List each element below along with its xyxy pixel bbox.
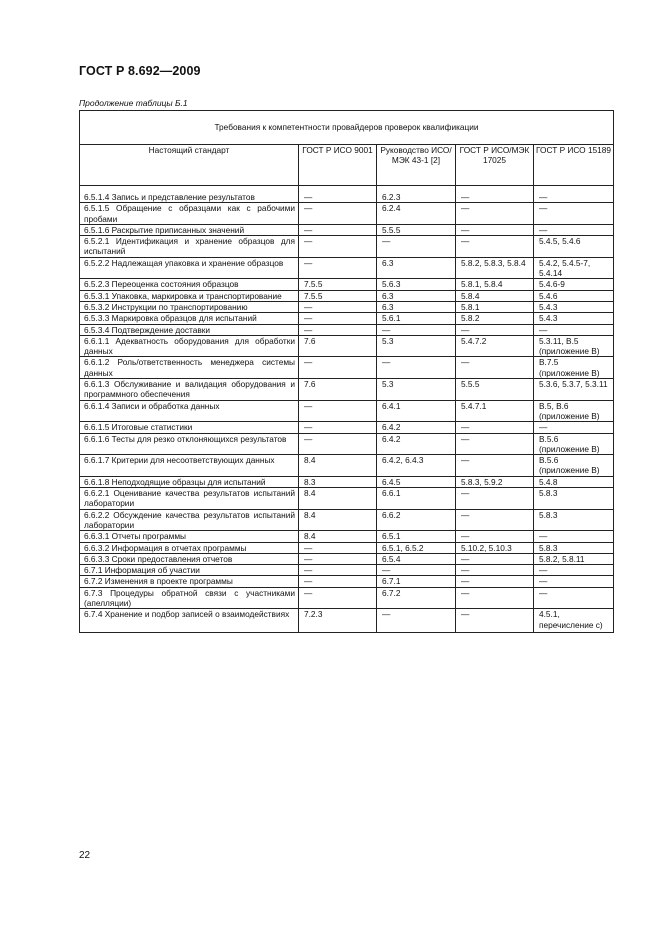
- column-header: ГОСТ Р ИСО 15189: [534, 145, 614, 186]
- reference-cell: —: [299, 203, 377, 225]
- reference-cell: —: [534, 203, 614, 225]
- reference-cell: 8.4: [299, 455, 377, 477]
- reference-cell: 5.6.1: [377, 313, 456, 324]
- reference-cell: В.7.5 (приложение В): [534, 357, 614, 379]
- reference-cell: 8.4: [299, 488, 377, 510]
- requirement-cell: 6.5.3.3 Маркировка образцов для испытаний: [80, 313, 299, 324]
- reference-cell: 5.8.2, 5.8.11: [534, 553, 614, 564]
- reference-cell: 6.6.2: [377, 509, 456, 531]
- reference-cell: —: [299, 587, 377, 609]
- reference-cell: 6.7.1: [377, 576, 456, 587]
- reference-cell: —: [534, 224, 614, 235]
- reference-cell: 5.3.6, 5.3.7, 5.3.11: [534, 379, 614, 401]
- reference-cell: 5.5.5: [377, 224, 456, 235]
- reference-cell: —: [456, 565, 534, 576]
- table-row: [80, 542, 614, 553]
- requirement-cell: 6.6.1.4 Записи и обработка данных: [80, 400, 299, 422]
- reference-cell: 6.4.2: [377, 422, 456, 433]
- reference-cell: 5.5.5: [456, 379, 534, 401]
- reference-cell: 5.4.6: [534, 290, 614, 301]
- reference-cell: —: [299, 257, 377, 279]
- table-row: [80, 576, 614, 587]
- reference-cell: 6.3: [377, 290, 456, 301]
- table-row: [80, 509, 614, 531]
- requirement-cell: 6.5.3.2 Инструкции по транспортированию: [80, 301, 299, 312]
- reference-cell: —: [456, 531, 534, 542]
- requirement-cell: 6.5.3.1 Упаковка, маркировка и транспортирование: [80, 290, 299, 301]
- reference-cell: 5.4.8: [534, 476, 614, 487]
- requirement-cell: 6.5.1.5 Обращение с образцами как с рабочими пробами: [80, 203, 299, 225]
- requirement-cell: 6.5.2.1 Идентификация и хранение образцов для испытаний: [80, 236, 299, 258]
- reference-cell: —: [456, 509, 534, 531]
- reference-cell: В.5.6 (приложение В): [534, 455, 614, 477]
- requirement-cell: 6.6.1.7 Критерии для несоответствующих данных: [80, 455, 299, 477]
- table-row: [80, 203, 614, 225]
- reference-cell: —: [377, 609, 456, 633]
- reference-cell: 7.6: [299, 335, 377, 357]
- reference-cell: —: [299, 186, 377, 203]
- requirements-table: [79, 110, 614, 633]
- reference-cell: 5.3: [377, 335, 456, 357]
- reference-cell: —: [456, 488, 534, 510]
- requirement-cell: 6.6.3.3 Сроки предоставления отчетов: [80, 553, 299, 564]
- reference-cell: —: [456, 422, 534, 433]
- requirement-cell: 6.6.2.1 Оценивание качества результатов испытаний лаборатории: [80, 488, 299, 510]
- reference-cell: —: [299, 422, 377, 433]
- reference-cell: —: [456, 224, 534, 235]
- requirement-cell: 6.6.1.1 Адекватность оборудования для обработки данных: [80, 335, 299, 357]
- requirement-cell: 6.5.2.2 Надлежащая упаковка и хранение образцов: [80, 257, 299, 279]
- reference-cell: —: [377, 565, 456, 576]
- reference-cell: 5.8.1, 5.8.4: [456, 279, 534, 290]
- reference-cell: —: [534, 576, 614, 587]
- reference-cell: 5.3.11, В.5 (приложение В): [534, 335, 614, 357]
- reference-cell: —: [456, 587, 534, 609]
- reference-cell: 5.4.3: [534, 301, 614, 312]
- table-row: [80, 553, 614, 564]
- reference-cell: 6.5.1: [377, 531, 456, 542]
- reference-cell: —: [456, 553, 534, 564]
- table-row: [80, 313, 614, 324]
- requirement-cell: 6.6.1.8 Неподходящие образцы для испытаний: [80, 476, 299, 487]
- reference-cell: 5.3: [377, 379, 456, 401]
- requirement-cell: 6.5.1.6 Раскрытие приписанных значений: [80, 224, 299, 235]
- requirement-cell: 6.7.1 Информация об участии: [80, 565, 299, 576]
- reference-cell: —: [456, 236, 534, 258]
- column-header: Настоящий стандарт: [80, 145, 299, 186]
- table-row: [80, 565, 614, 576]
- reference-cell: —: [299, 357, 377, 379]
- reference-cell: —: [299, 224, 377, 235]
- reference-cell: —: [534, 587, 614, 609]
- requirement-cell: 6.6.3.2 Информация в отчетах программы: [80, 542, 299, 553]
- reference-cell: 4.5.1, перечисление с): [534, 609, 614, 633]
- reference-cell: 5.10.2, 5.10.3: [456, 542, 534, 553]
- requirement-cell: 6.5.3.4 Подтверждение доставки: [80, 324, 299, 335]
- requirement-cell: 6.7.2 Изменения в проекте программы: [80, 576, 299, 587]
- reference-cell: 5.8.3: [534, 488, 614, 510]
- reference-cell: 5.8.3: [534, 509, 614, 531]
- reference-cell: 6.7.2: [377, 587, 456, 609]
- table-row: [80, 324, 614, 335]
- reference-cell: —: [299, 576, 377, 587]
- requirement-cell: 6.5.2.3 Переоценка состояния образцов: [80, 279, 299, 290]
- reference-cell: —: [299, 236, 377, 258]
- requirement-cell: 6.6.3.1 Отчеты программы: [80, 531, 299, 542]
- table-row: [80, 400, 614, 422]
- reference-cell: —: [456, 186, 534, 203]
- reference-cell: —: [377, 324, 456, 335]
- reference-cell: 5.4.2, 5.4.5-7, 5.4.14: [534, 257, 614, 279]
- reference-cell: 5.4.7.1: [456, 400, 534, 422]
- requirement-cell: 6.6.1.6 Тесты для резко отклоняющихся результатов: [80, 433, 299, 455]
- reference-cell: —: [377, 357, 456, 379]
- reference-cell: 6.3: [377, 301, 456, 312]
- document-title: ГОСТ Р 8.692—2009: [79, 64, 201, 78]
- reference-cell: —: [456, 609, 534, 633]
- requirement-cell: 6.6.1.2 Роль/ответственность менеджера системы данных: [80, 357, 299, 379]
- table-row: [80, 379, 614, 401]
- column-header: Руководство ИСО/МЭК 43-1 [2]: [377, 145, 456, 186]
- reference-cell: 6.4.5: [377, 476, 456, 487]
- reference-cell: —: [534, 186, 614, 203]
- reference-cell: —: [534, 422, 614, 433]
- reference-cell: 6.4.2, 6.4.3: [377, 455, 456, 477]
- reference-cell: 6.3: [377, 257, 456, 279]
- requirement-cell: 6.6.1.3 Обслуживание и валидация оборудования и программного обеспечения: [80, 379, 299, 401]
- reference-cell: В.5.6 (приложение В): [534, 433, 614, 455]
- reference-cell: 5.8.2, 5.8.3, 5.8.4: [456, 257, 534, 279]
- requirement-cell: 6.7.3 Процедуры обратной связи с участниками (апелляции): [80, 587, 299, 609]
- reference-cell: —: [456, 203, 534, 225]
- reference-cell: 8.3: [299, 476, 377, 487]
- table-row: [80, 335, 614, 357]
- table-row: [80, 224, 614, 235]
- reference-cell: —: [456, 455, 534, 477]
- table-row: [80, 455, 614, 477]
- reference-cell: —: [456, 324, 534, 335]
- table-row: [80, 186, 614, 203]
- table-title: Требования к компетентности провайдеров проверок квалификации: [80, 111, 614, 145]
- requirement-cell: 6.6.1.5 Итоговые статистики: [80, 422, 299, 433]
- reference-cell: —: [456, 357, 534, 379]
- table-row: [80, 587, 614, 609]
- reference-cell: 5.8.1: [456, 301, 534, 312]
- reference-cell: 5.8.4: [456, 290, 534, 301]
- table-row: [80, 531, 614, 542]
- reference-cell: 7.5.5: [299, 290, 377, 301]
- table-row: [80, 236, 614, 258]
- reference-cell: 8.4: [299, 509, 377, 531]
- table-row: [80, 290, 614, 301]
- table-caption: Продолжение таблицы Б.1: [79, 98, 188, 108]
- reference-cell: 5.4.7.2: [456, 335, 534, 357]
- reference-cell: 5.4.5, 5.4.6: [534, 236, 614, 258]
- reference-cell: —: [299, 565, 377, 576]
- reference-cell: —: [299, 433, 377, 455]
- reference-cell: 6.2.4: [377, 203, 456, 225]
- reference-cell: —: [377, 236, 456, 258]
- reference-cell: —: [534, 531, 614, 542]
- requirement-cell: 6.6.2.2 Обсуждение качества результатов испытаний лаборатории: [80, 509, 299, 531]
- table-row: [80, 279, 614, 290]
- reference-cell: —: [299, 553, 377, 564]
- reference-cell: 5.4.6-9: [534, 279, 614, 290]
- table-row: [80, 609, 614, 633]
- reference-cell: 5.8.3, 5.9.2: [456, 476, 534, 487]
- requirement-cell: 6.7.4 Хранение и подбор записей о взаимодействиях: [80, 609, 299, 633]
- reference-cell: —: [299, 301, 377, 312]
- reference-cell: 6.6.1: [377, 488, 456, 510]
- reference-cell: —: [534, 324, 614, 335]
- reference-cell: —: [534, 565, 614, 576]
- reference-cell: 6.4.1: [377, 400, 456, 422]
- page-number: 22: [79, 850, 91, 861]
- reference-cell: 7.5.5: [299, 279, 377, 290]
- reference-cell: 6.5.1, 6.5.2: [377, 542, 456, 553]
- reference-cell: 6.5.4: [377, 553, 456, 564]
- table-body: [80, 186, 614, 633]
- table-row: [80, 488, 614, 510]
- reference-cell: 6.2.3: [377, 186, 456, 203]
- table-row: [80, 433, 614, 455]
- column-header: ГОСТ Р ИСО/МЭК 17025: [456, 145, 534, 186]
- reference-cell: 5.8.2: [456, 313, 534, 324]
- reference-cell: —: [299, 400, 377, 422]
- table-row: [80, 422, 614, 433]
- reference-cell: 5.8.3: [534, 542, 614, 553]
- reference-cell: 7.6: [299, 379, 377, 401]
- reference-cell: 6.4.2: [377, 433, 456, 455]
- reference-cell: В.5, В.6 (приложение В): [534, 400, 614, 422]
- reference-cell: —: [299, 542, 377, 553]
- requirement-cell: 6.5.1.4 Запись и представление результатов: [80, 186, 299, 203]
- reference-cell: 5.6.3: [377, 279, 456, 290]
- reference-cell: 7.2.3: [299, 609, 377, 633]
- reference-cell: —: [456, 433, 534, 455]
- reference-cell: 5.4.3: [534, 313, 614, 324]
- reference-cell: —: [299, 324, 377, 335]
- reference-cell: —: [299, 313, 377, 324]
- table-row: [80, 476, 614, 487]
- table-row: [80, 301, 614, 312]
- table-row: [80, 257, 614, 279]
- reference-cell: 8.4: [299, 531, 377, 542]
- table-row: [80, 357, 614, 379]
- reference-cell: —: [456, 576, 534, 587]
- column-header: ГОСТ Р ИСО 9001: [299, 145, 377, 186]
